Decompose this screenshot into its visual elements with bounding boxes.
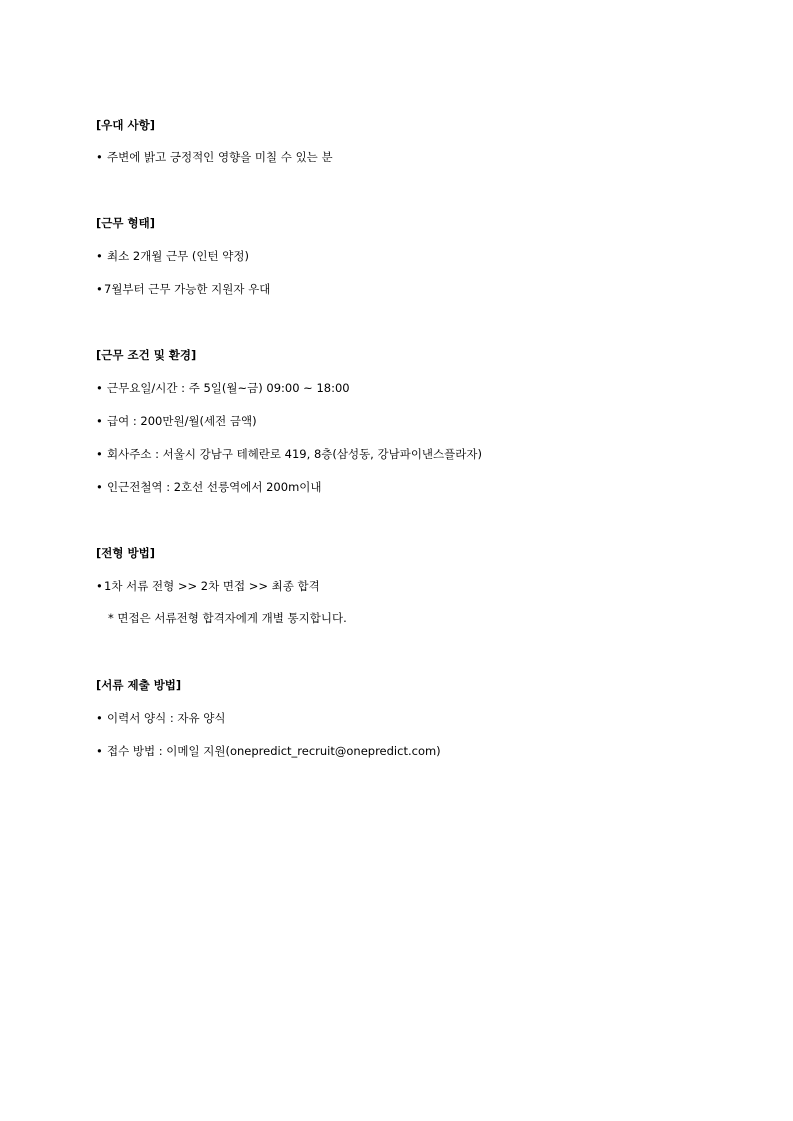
list-item (96, 248, 249, 264)
bullet-icon: • (96, 249, 103, 263)
bullet-icon: • (96, 150, 103, 164)
list-item (96, 149, 333, 165)
list-item (96, 710, 225, 726)
list-item-text: 7월부터 근무 가능한 지원자 우대 (104, 282, 271, 296)
list-item (96, 743, 441, 759)
list-item-text: 주변에 밝고 긍정적인 영향을 미칠 수 있는 분 (107, 150, 333, 164)
interview-note: * 면접은 서류전형 합격자에게 개별 통지합니다. (108, 611, 347, 625)
bullet-icon: • (96, 480, 103, 494)
list-item (96, 281, 270, 297)
section-heading-submission: [서류 제출 방법] (96, 678, 182, 692)
bullet-icon: • (96, 414, 103, 428)
list-item (96, 380, 350, 396)
list-item-text: 이력서 양식 : 자유 양식 (107, 711, 226, 725)
bullet-icon: • (96, 381, 103, 395)
bullet-icon: • (96, 579, 103, 593)
list-item-text: 1차 서류 전형 >> 2차 면접 >> 최종 합격 (104, 579, 320, 593)
list-item (96, 479, 322, 495)
list-item (96, 413, 257, 429)
section-heading-conditions: [근무 조건 및 환경] (96, 348, 197, 362)
bullet-icon: • (96, 447, 103, 461)
list-item-text: 접수 방법 : 이메일 지원(onepredict_recruit@onepredict.com) (107, 744, 441, 758)
list-item-text: 회사주소 : 서울시 강남구 테헤란로 419, 8층(삼성동, 강남파이낸스플라자) (107, 447, 482, 461)
list-item-text: 인근전철역 : 2호선 선릉역에서 200m이내 (107, 480, 322, 494)
section-heading-selection: [전형 방법] (96, 546, 155, 560)
bullet-icon: • (96, 711, 103, 725)
list-item-text: 급여 : 200만원/월(세전 금액) (107, 414, 257, 428)
bullet-icon: • (96, 744, 103, 758)
bullet-icon: • (96, 282, 103, 296)
list-item (96, 578, 320, 594)
list-item-text: 최소 2개월 근무 (인턴 약정) (107, 249, 250, 263)
list-item-text: 근무요일/시간 : 주 5일(월~금) 09:00 ~ 18:00 (107, 381, 350, 395)
section-heading-work-type: [근무 형태] (96, 216, 155, 230)
section-heading-preferred: [우대 사항] (96, 118, 155, 132)
list-item (96, 446, 482, 462)
